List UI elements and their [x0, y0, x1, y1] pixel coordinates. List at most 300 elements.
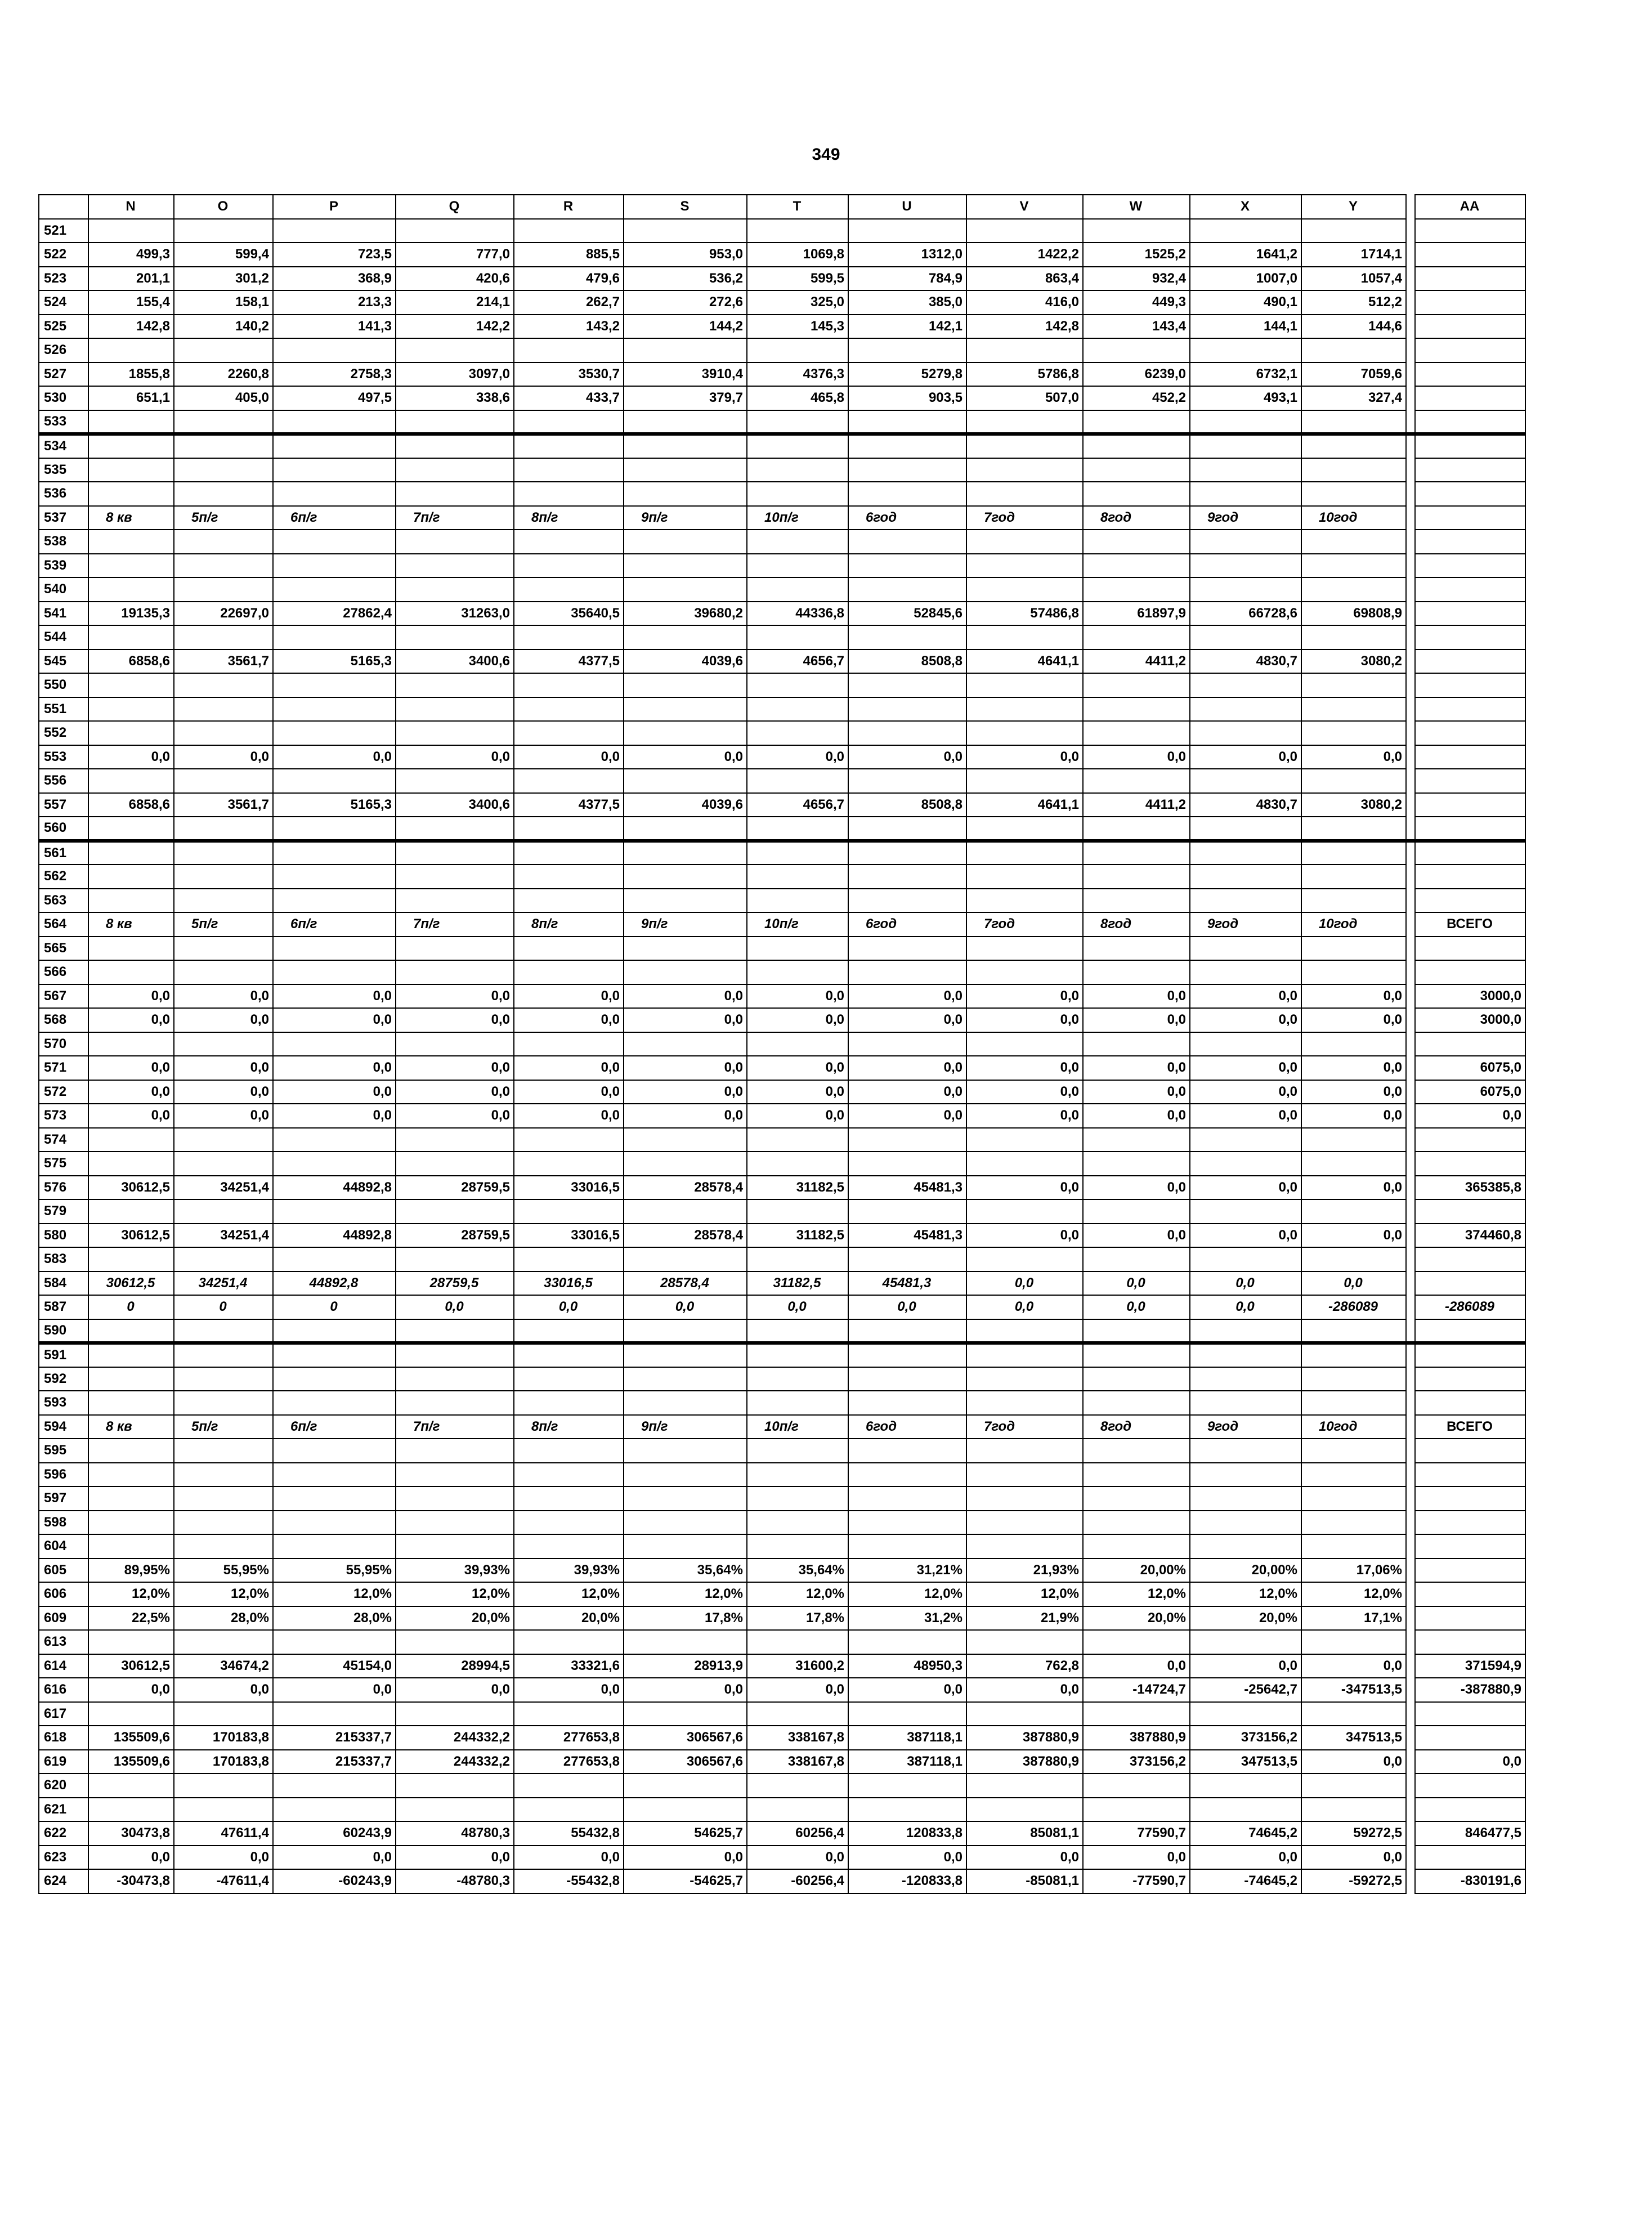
table-cell — [88, 1152, 174, 1176]
table-cell — [1301, 1774, 1406, 1798]
table-cell: 44892,8 — [273, 1271, 396, 1296]
table-cell — [848, 530, 966, 554]
table-cell: 8 кв — [88, 912, 174, 937]
table-cell — [396, 697, 514, 722]
table-cell — [966, 769, 1083, 793]
table-cell: 33016,5 — [514, 1271, 624, 1296]
table-cell — [848, 1463, 966, 1487]
table-cell: 31182,5 — [747, 1271, 848, 1296]
table-cell — [848, 673, 966, 697]
column-header: Y — [1301, 195, 1406, 219]
row-number: 598 — [39, 1511, 88, 1535]
table-cell: 4377,5 — [514, 650, 624, 674]
table-cell: 338167,8 — [747, 1726, 848, 1750]
table-cell: 6732,1 — [1190, 362, 1301, 387]
table-cell: ВСЕГО — [1415, 1415, 1525, 1439]
table-cell: 0,0 — [624, 1080, 747, 1104]
table-cell: 9п/г — [624, 1415, 747, 1439]
table-cell — [1415, 554, 1525, 578]
table-cell — [1190, 1247, 1301, 1271]
table-row — [39, 697, 1525, 722]
table-cell — [1083, 937, 1190, 961]
table-cell: 0,0 — [514, 1008, 624, 1032]
table-cell — [848, 577, 966, 602]
table-cell: 327,4 — [1301, 386, 1406, 410]
table-cell: 6075,0 — [1415, 1080, 1525, 1104]
table-cell — [1415, 434, 1525, 458]
table-cell — [966, 1247, 1083, 1271]
table-cell — [1415, 697, 1525, 722]
table-cell — [1083, 219, 1190, 243]
column-gap — [1406, 1104, 1415, 1128]
column-gap — [1406, 960, 1415, 984]
table-cell: 0,0 — [848, 1056, 966, 1080]
table-cell — [1415, 1247, 1525, 1271]
row-number: 545 — [39, 650, 88, 674]
table-cell: 306567,6 — [624, 1750, 747, 1774]
table-cell — [848, 697, 966, 722]
row-number: 538 — [39, 530, 88, 554]
table-cell — [1083, 1798, 1190, 1822]
table-cell — [88, 1463, 174, 1487]
table-cell: 277653,8 — [514, 1726, 624, 1750]
table-cell — [966, 434, 1083, 458]
table-cell — [174, 1367, 273, 1391]
table-cell: -286089 — [1301, 1295, 1406, 1319]
table-cell — [396, 673, 514, 697]
table-cell — [624, 554, 747, 578]
table-cell: 6075,0 — [1415, 1056, 1525, 1080]
table-cell — [174, 721, 273, 745]
table-cell — [624, 219, 747, 243]
table-cell: 17,8% — [624, 1606, 747, 1631]
table-cell: 74645,2 — [1190, 1821, 1301, 1846]
table-cell: 0,0 — [514, 1678, 624, 1702]
table-cell: 17,8% — [747, 1606, 848, 1631]
table-cell — [1415, 793, 1525, 817]
table-cell — [174, 1463, 273, 1487]
table-cell: 48950,3 — [848, 1654, 966, 1678]
row-number: 525 — [39, 315, 88, 339]
table-cell — [514, 1463, 624, 1487]
table-cell — [848, 769, 966, 793]
table-cell — [396, 817, 514, 841]
table-cell — [624, 1391, 747, 1415]
table-cell — [273, 1152, 396, 1176]
table-cell — [273, 697, 396, 722]
table-cell: 55,95% — [174, 1559, 273, 1583]
table-cell: 144,6 — [1301, 315, 1406, 339]
table-cell — [1190, 458, 1301, 482]
table-cell: 0,0 — [1190, 984, 1301, 1009]
table-cell — [514, 625, 624, 650]
table-cell — [624, 817, 747, 841]
row-number: 592 — [39, 1367, 88, 1391]
table-cell — [624, 1128, 747, 1152]
table-cell: 0,0 — [1301, 1008, 1406, 1032]
table-cell: 420,6 — [396, 267, 514, 291]
column-gap — [1406, 1295, 1415, 1319]
table-cell — [624, 865, 747, 889]
table-row — [39, 1319, 1525, 1344]
table-cell — [1190, 554, 1301, 578]
table-cell — [88, 697, 174, 722]
table-row — [39, 650, 1525, 674]
table-cell — [1301, 1343, 1406, 1367]
table-cell — [1190, 937, 1301, 961]
table-cell: 45154,0 — [273, 1654, 396, 1678]
table-cell: 8п/г — [514, 1415, 624, 1439]
table-cell: 31,2% — [848, 1606, 966, 1631]
column-gap — [1406, 554, 1415, 578]
table-cell — [1190, 530, 1301, 554]
table-row — [39, 482, 1525, 506]
table-cell: 479,6 — [514, 267, 624, 291]
column-gap — [1406, 937, 1415, 961]
table-cell — [88, 1774, 174, 1798]
column-header: N — [88, 195, 174, 219]
column-header: O — [174, 195, 273, 219]
table-row — [39, 1678, 1525, 1702]
table-cell: 6год — [848, 1415, 966, 1439]
row-number: 539 — [39, 554, 88, 578]
table-cell — [624, 1343, 747, 1367]
table-cell: 0,0 — [273, 984, 396, 1009]
row-number: 567 — [39, 984, 88, 1009]
column-gap — [1406, 315, 1415, 339]
table-cell — [1415, 1486, 1525, 1511]
table-cell — [396, 338, 514, 362]
table-row — [39, 1654, 1525, 1678]
table-cell — [174, 1199, 273, 1224]
table-cell — [88, 1798, 174, 1822]
table-cell — [966, 1152, 1083, 1176]
table-cell: 28,0% — [174, 1606, 273, 1631]
table-cell — [88, 1367, 174, 1391]
table-cell — [1083, 530, 1190, 554]
column-header: X — [1190, 195, 1301, 219]
table-cell — [174, 841, 273, 865]
table-cell — [273, 482, 396, 506]
table-cell: 8п/г — [514, 506, 624, 530]
table-cell: 145,3 — [747, 315, 848, 339]
table-cell — [1415, 1319, 1525, 1344]
table-row — [39, 745, 1525, 769]
table-cell: 8год — [1083, 506, 1190, 530]
table-row — [39, 362, 1525, 387]
table-cell — [1301, 1630, 1406, 1654]
table-cell — [1415, 1463, 1525, 1487]
table-cell — [1301, 1032, 1406, 1056]
table-cell: 8год — [1083, 1415, 1190, 1439]
column-gap — [1406, 1798, 1415, 1822]
table-cell: 0,0 — [396, 1678, 514, 1702]
table-row — [39, 1606, 1525, 1631]
table-cell: 7п/г — [396, 1415, 514, 1439]
table-cell: 7год — [966, 912, 1083, 937]
table-cell: 0,0 — [396, 1104, 514, 1128]
column-gap — [1406, 1008, 1415, 1032]
table-cell — [1190, 219, 1301, 243]
table-cell — [273, 865, 396, 889]
table-cell: 0,0 — [88, 1080, 174, 1104]
table-cell — [1415, 1846, 1525, 1870]
table-cell — [747, 817, 848, 841]
table-cell: 45481,3 — [848, 1176, 966, 1200]
column-gap — [1406, 602, 1415, 626]
table-cell — [1083, 482, 1190, 506]
table-cell: 0,0 — [174, 1678, 273, 1702]
table-cell — [174, 697, 273, 722]
table-body — [39, 219, 1525, 1893]
table-cell — [1301, 1319, 1406, 1344]
table-cell — [747, 865, 848, 889]
table-cell — [966, 482, 1083, 506]
table-cell — [848, 458, 966, 482]
table-cell — [1190, 1439, 1301, 1463]
table-cell: 1714,1 — [1301, 243, 1406, 267]
table-cell — [747, 577, 848, 602]
table-cell — [1083, 410, 1190, 435]
table-cell — [1083, 577, 1190, 602]
table-cell — [624, 960, 747, 984]
table-cell: 416,0 — [966, 290, 1083, 315]
table-cell — [514, 1630, 624, 1654]
table-cell — [273, 889, 396, 913]
table-cell: 20,0% — [1190, 1606, 1301, 1631]
table-cell: 599,4 — [174, 243, 273, 267]
table-cell: 35,64% — [624, 1559, 747, 1583]
table-cell — [174, 1630, 273, 1654]
table-cell: 0,0 — [624, 1008, 747, 1032]
table-cell: 0,0 — [966, 1104, 1083, 1128]
row-number: 595 — [39, 1439, 88, 1463]
table-cell — [1083, 865, 1190, 889]
table-cell: 5165,3 — [273, 793, 396, 817]
table-cell: 45481,3 — [848, 1271, 966, 1296]
table-cell — [88, 960, 174, 984]
table-cell — [514, 1702, 624, 1726]
table-cell: 0,0 — [1301, 1271, 1406, 1296]
column-gap — [1406, 458, 1415, 482]
table-cell — [966, 960, 1083, 984]
table-cell: 387118,1 — [848, 1726, 966, 1750]
table-row — [39, 1343, 1525, 1367]
table-cell: 244332,2 — [396, 1726, 514, 1750]
row-number: 579 — [39, 1199, 88, 1224]
table-cell — [966, 1511, 1083, 1535]
table-cell — [396, 1128, 514, 1152]
table-row — [39, 1846, 1525, 1870]
table-cell — [88, 1391, 174, 1415]
table-cell: 12,0% — [273, 1582, 396, 1606]
table-row — [39, 1247, 1525, 1271]
table-cell: 10п/г — [747, 506, 848, 530]
table-cell: 20,0% — [396, 1606, 514, 1631]
table-cell — [1415, 1343, 1525, 1367]
table-cell — [1190, 865, 1301, 889]
table-cell — [174, 338, 273, 362]
table-cell — [966, 577, 1083, 602]
table-cell: 0,0 — [273, 1056, 396, 1080]
table-cell — [396, 219, 514, 243]
table-cell: 863,4 — [966, 267, 1083, 291]
table-cell — [1083, 1702, 1190, 1726]
table-cell — [1415, 1367, 1525, 1391]
table-row — [39, 1199, 1525, 1224]
table-cell — [624, 1702, 747, 1726]
table-cell: 213,3 — [273, 290, 396, 315]
table-cell — [747, 1463, 848, 1487]
table-cell: 60256,4 — [747, 1821, 848, 1846]
table-row — [39, 1582, 1525, 1606]
table-cell: 0,0 — [1083, 1008, 1190, 1032]
row-number: 524 — [39, 290, 88, 315]
table-cell — [848, 817, 966, 841]
table-cell: 52845,6 — [848, 602, 966, 626]
table-cell — [514, 1439, 624, 1463]
table-cell — [1190, 1152, 1301, 1176]
table-cell — [1301, 1798, 1406, 1822]
table-cell: 7059,6 — [1301, 362, 1406, 387]
table-cell: 28759,5 — [396, 1224, 514, 1248]
column-gap — [1406, 1774, 1415, 1798]
table-cell — [514, 1152, 624, 1176]
table-cell — [88, 673, 174, 697]
column-gap — [1406, 267, 1415, 291]
table-cell — [174, 625, 273, 650]
table-cell — [273, 219, 396, 243]
table-cell: 135509,6 — [88, 1750, 174, 1774]
table-cell: 22,5% — [88, 1606, 174, 1631]
table-cell — [1415, 1439, 1525, 1463]
column-gap — [1406, 841, 1415, 865]
row-number: 591 — [39, 1343, 88, 1367]
column-gap — [1406, 362, 1415, 387]
table-cell — [1301, 721, 1406, 745]
table-cell: 0,0 — [1301, 745, 1406, 769]
column-gap — [1406, 721, 1415, 745]
table-cell: 0,0 — [273, 1008, 396, 1032]
table-cell — [174, 1774, 273, 1798]
table-cell — [88, 841, 174, 865]
table-cell — [174, 554, 273, 578]
table-row — [39, 1774, 1525, 1798]
table-cell: -830191,6 — [1415, 1869, 1525, 1893]
table-cell: 0,0 — [174, 1846, 273, 1870]
table-cell: 0,0 — [396, 1295, 514, 1319]
row-number: 593 — [39, 1391, 88, 1415]
table-cell — [624, 1032, 747, 1056]
table-cell — [848, 1439, 966, 1463]
table-cell — [1415, 673, 1525, 697]
table-cell: 885,5 — [514, 243, 624, 267]
column-gap — [1406, 745, 1415, 769]
table-cell: 12,0% — [1083, 1582, 1190, 1606]
table-cell: 0,0 — [966, 984, 1083, 1009]
table-cell: 0,0 — [1190, 1224, 1301, 1248]
table-cell: 85081,1 — [966, 1821, 1083, 1846]
row-number: 606 — [39, 1582, 88, 1606]
table-row — [39, 243, 1525, 267]
table-cell: 0,0 — [174, 745, 273, 769]
table-cell: 536,2 — [624, 267, 747, 291]
table-cell — [396, 937, 514, 961]
row-number: 618 — [39, 1726, 88, 1750]
table-cell — [848, 1702, 966, 1726]
column-gap — [1406, 1654, 1415, 1678]
table-cell — [396, 554, 514, 578]
column-gap — [1406, 1606, 1415, 1631]
table-cell: 57486,8 — [966, 602, 1083, 626]
table-cell: 0,0 — [1083, 984, 1190, 1009]
table-cell: 7п/г — [396, 506, 514, 530]
table-cell — [966, 219, 1083, 243]
table-row — [39, 1391, 1525, 1415]
table-cell: 28,0% — [273, 1606, 396, 1631]
table-cell: 20,00% — [1083, 1559, 1190, 1583]
table-cell — [966, 697, 1083, 722]
table-cell — [514, 219, 624, 243]
table-cell: 449,3 — [1083, 290, 1190, 315]
table-cell — [1415, 960, 1525, 984]
column-gap — [1406, 1128, 1415, 1152]
table-cell — [1301, 410, 1406, 435]
table-cell: 0,0 — [1301, 984, 1406, 1009]
row-number: 526 — [39, 338, 88, 362]
table-cell: 28913,9 — [624, 1654, 747, 1678]
table-cell: 6п/г — [273, 1415, 396, 1439]
table-cell: 0,0 — [747, 1104, 848, 1128]
table-cell — [624, 530, 747, 554]
column-gap — [1406, 530, 1415, 554]
table-cell — [396, 721, 514, 745]
table-cell — [396, 1343, 514, 1367]
table-cell: 12,0% — [174, 1582, 273, 1606]
table-cell: 2260,8 — [174, 362, 273, 387]
table-cell — [514, 865, 624, 889]
table-cell — [273, 338, 396, 362]
table-cell — [1301, 1391, 1406, 1415]
table-cell: 77590,7 — [1083, 1821, 1190, 1846]
table-cell — [273, 673, 396, 697]
table-cell: -387880,9 — [1415, 1678, 1525, 1702]
table-cell: 3097,0 — [396, 362, 514, 387]
table-row — [39, 554, 1525, 578]
table-cell — [624, 1463, 747, 1487]
table-cell — [396, 577, 514, 602]
table-cell — [1415, 1630, 1525, 1654]
table-cell: 0,0 — [747, 984, 848, 1009]
table-row — [39, 1367, 1525, 1391]
table-cell — [1415, 267, 1525, 291]
table-row — [39, 673, 1525, 697]
table-cell: 0,0 — [1083, 745, 1190, 769]
table-cell: 387880,9 — [966, 1726, 1083, 1750]
table-cell — [396, 1798, 514, 1822]
table-cell — [1415, 1391, 1525, 1415]
table-cell — [1301, 458, 1406, 482]
table-cell — [396, 889, 514, 913]
table-row — [39, 602, 1525, 626]
table-cell — [396, 1247, 514, 1271]
table-row — [39, 865, 1525, 889]
table-cell: 5786,8 — [966, 362, 1083, 387]
table-row — [39, 1032, 1525, 1056]
table-cell: 4376,3 — [747, 362, 848, 387]
table-cell: 0,0 — [514, 745, 624, 769]
table-cell — [273, 769, 396, 793]
